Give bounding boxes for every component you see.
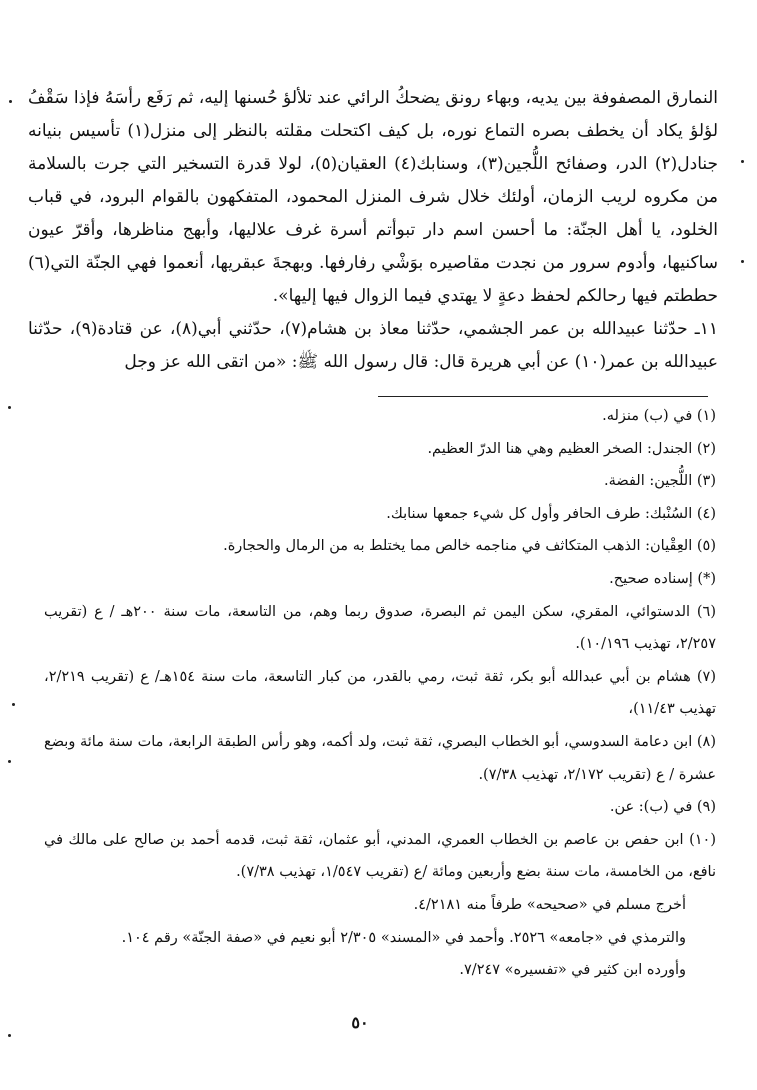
footnote-1: (١) في (ب) منزله.	[602, 408, 716, 424]
footnote-9: (٩) في (ب): عن.	[609, 799, 716, 816]
paragraph-intro: النمارق المصفوفة بين يديه، وبهاء رونق يضحكُ الرائي عند تلألؤ حُسنها إليه، ثم رَفَع رأسَهُ فإذا سَقْفُ لؤلؤ يكاد أن يخطف بصره التماع نوره، بل كيف اكتحلت مقلته بالنظر إلى منزل(١) تأسيس بنيانه جنادل(٢) الدر، وصفائح اللُّجين(٣)، وسنابك(٤) العقيان(٥)، لولا قدرة التسخير التي جرت بالسلامة من مكروه لريب الزمان، أولئك خلال شرف المنزل المحمود، المتفكهون بالقوام البرود، في قباب الخلود، يا أهل الجنّة: ما أحسن اسم دار تبوأتم أسرة غرف علاليها، وأبهج مناظرها، وأقرّ عيون ساكنيها، وأدوم سرور من نجدت مقاصيره بوَشْي رفارفها. وبهجةَ عبقريها، أنعموا فهي الجنّة التي(٦) حططتم فيها رحالكم لحفظ دعةٍ لا يهتدي فيما الزوال فيها إليها».	[28, 88, 719, 306]
scan-speck	[8, 406, 11, 409]
takhrij-muslim: أخرج مسلم في «صحيحه» طرفاً منه ٤/٢١٨١.	[413, 896, 686, 913]
footnote-4: (٤) السُنْبك: طرف الحافر وأول كل شيء جمعها سنابك.	[386, 505, 716, 522]
footnote-separator	[378, 396, 708, 397]
footnote-2: (٢) الجندل: الصخر العظيم وهي هنا الدرّ العظيم.	[427, 440, 716, 457]
page-number: ٥٠	[351, 1013, 369, 1032]
footnote-6: (٦) الدستوائي، المقري، سكن اليمن ثم البصرة، صدوق ربما وهم، من التاسعة، مات سنة ٢٠٠هـ / ع (تقريب ٢/٢٥٧، تهذيب ١٠/١٩٦).	[44, 603, 717, 653]
main-text	[28, 82, 718, 379]
scan-speck	[8, 760, 11, 763]
paragraph-hadith-11: ١١ـ حدّثنا عبيدالله بن عمر الجشمي، حدّثنا معاذ بن هشام(٧)، حدّثني أبي(٨)، عن قتادة(٩)، حدّثنا عبيدالله بن عمر(١٠) عن أبي هريرة قال: قال رسول الله ﷺ: «من اتقى الله عز وجل	[28, 319, 719, 372]
footnote-5: (٥) العِقْيان: الذهب المتكاثف في مناجمه خالص مما يختلط به من الرمال والحجارة.	[223, 538, 716, 555]
footnote-7: (٧) هشام بن أبي عبدالله أبو بكر، ثقة ثبت، رمي بالقدر، من كبار التاسعة، مات سنة ١٥٤هـ/ ع (تقريب ٢/٢١٩، تهذيب ١١/٤٣)،	[44, 668, 716, 718]
footnotes	[44, 400, 716, 987]
scan-speck	[12, 703, 15, 706]
takhrij-tirmidhi: والترمذي في «جامعه» ٢٥٢٦. وأحمد في «المسند» ٢/٣٠٥ أبو نعيم في «صفة الجنّة» رقم ١٠٤.	[121, 929, 686, 946]
footnote-star: (*) إسناده صحيح.	[609, 570, 716, 587]
scan-speck	[9, 100, 12, 103]
footnote-10: (١٠) ابن حفص بن عاصم بن الخطاب العمري، المدني، أبو عثمان، ثقة ثبت، قدمه أحمد بن صالح على مالك في نافع، من الخامسة، مات سنة بضع وأربعين ومائة /ع (تقريب ١/٥٤٧، تهذيب ٧/٣٨).	[44, 831, 716, 881]
scan-speck	[8, 1034, 11, 1037]
scan-speck	[741, 160, 744, 163]
takhrij-ibn-kathir: وأورده ابن كثير في «تفسيره» ٧/٢٤٧.	[459, 962, 686, 979]
footnote-8: (٨) ابن دعامة السدوسي، أبو الخطاب البصري، ثقة ثبت، ولد أكمه، وهو رأس الطبقة الرابعة، مات سنة مائة وبضع عشرة / ع (تقريب ٢/١٧٢، تهذيب ٧/٣٨).	[44, 733, 716, 783]
scan-speck	[741, 260, 744, 263]
footnote-3: (٣) اللُّجين: الفضة.	[604, 473, 716, 490]
